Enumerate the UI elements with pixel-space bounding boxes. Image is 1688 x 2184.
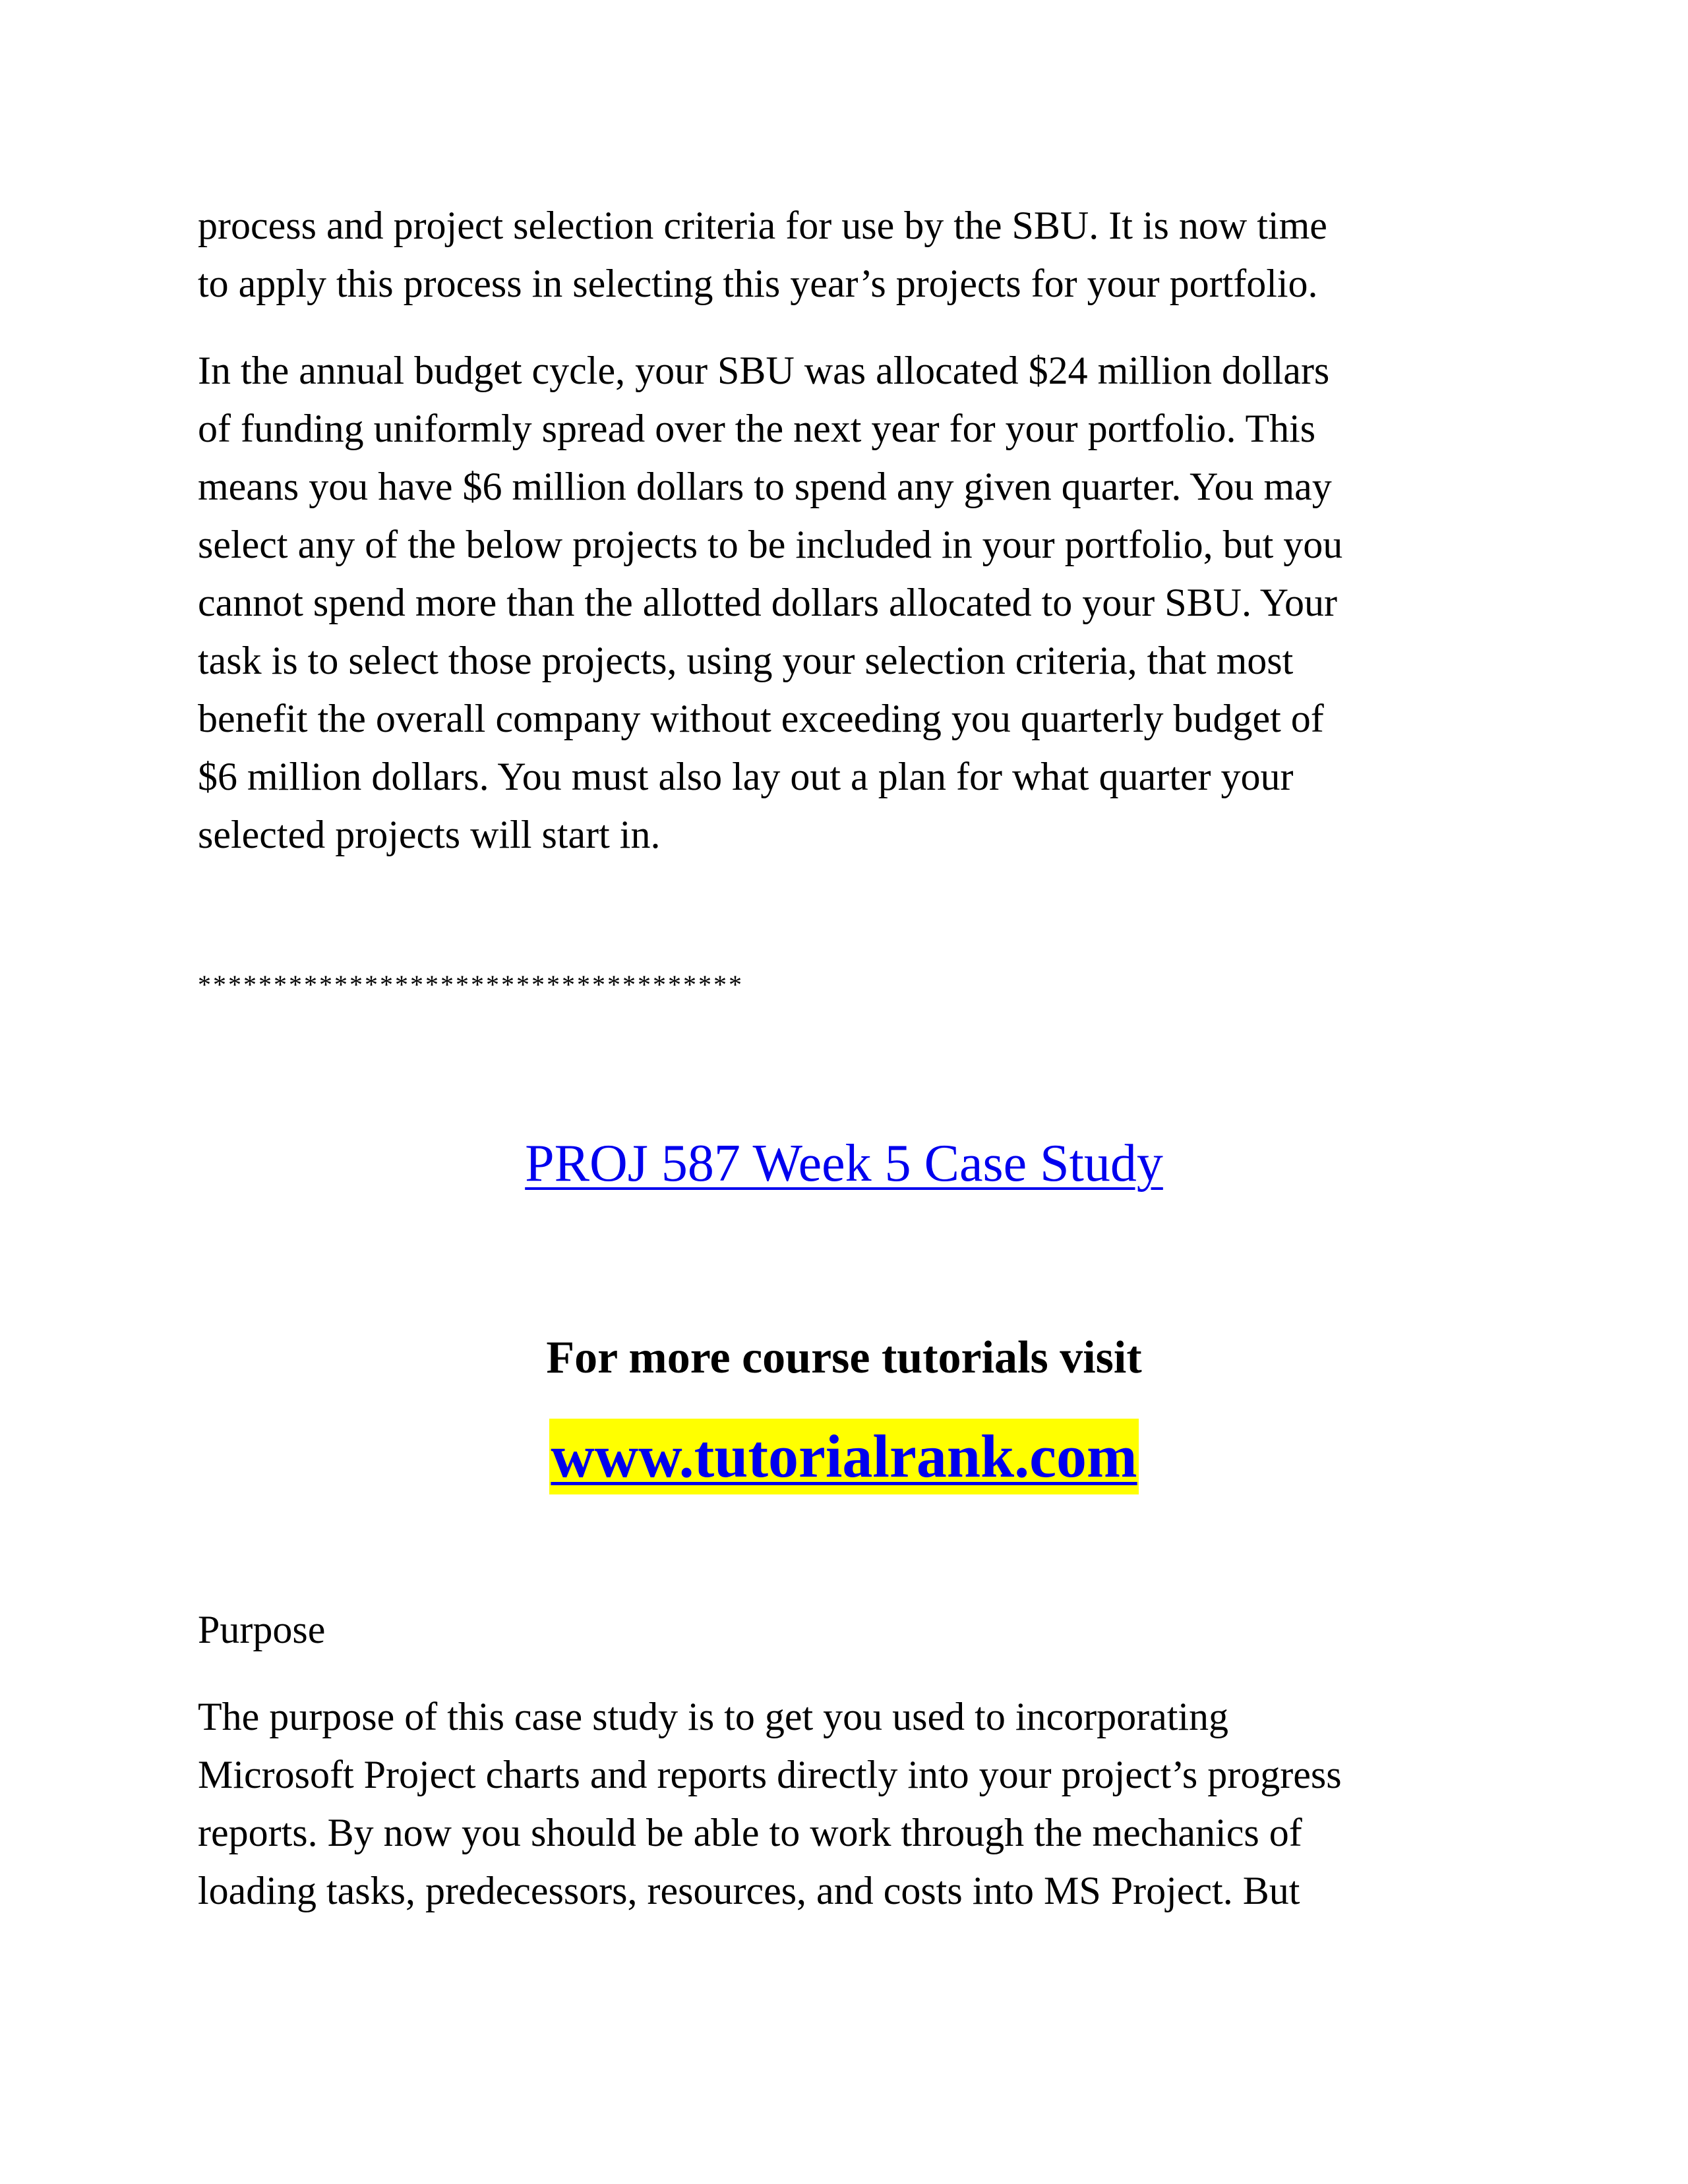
paragraph-line: select any of the below projects to be included in your portfolio, but you — [198, 523, 1343, 566]
course-title-heading — [0, 1131, 1688, 1196]
paragraph-line: Microsoft Project charts and reports directly into your project’s progress — [198, 1753, 1342, 1796]
paragraph-line: to apply this process in selecting this year’s projects for your portfolio. — [198, 262, 1318, 305]
paragraph-line: selected projects will start in. — [198, 813, 661, 856]
budget-paragraph — [198, 341, 1490, 864]
paragraph-line: $6 million dollars. You must also lay out a plan for what quarter your — [198, 755, 1294, 798]
paragraph-line: The purpose of this case study is to get you used to incorporating — [198, 1695, 1229, 1738]
course-title-link[interactable]: PROJ 587 Week 5 Case Study — [525, 1135, 1163, 1193]
visit-text: For more course tutorials visit — [546, 1332, 1142, 1383]
paragraph-line: means you have $6 million dollars to spend any given quarter. You may — [198, 465, 1332, 508]
paragraph-line: In the annual budget cycle, your SBU was allocated $24 million dollars — [198, 349, 1330, 392]
paragraph-line: task is to select those projects, using your selection criteria, that most — [198, 639, 1294, 682]
site-link-wrapper — [0, 1419, 1688, 1494]
paragraph-line: process and project selection criteria for use by the SBU. It is now time — [198, 204, 1327, 247]
paragraph-line: of funding uniformly spread over the next year for your portfolio. This — [198, 407, 1316, 450]
intro-paragraph — [198, 196, 1490, 312]
paragraph-line: reports. By now you should be able to work through the mechanics of — [198, 1811, 1302, 1854]
tutorialrank-link[interactable]: www.tutorialrank.com — [549, 1419, 1138, 1494]
purpose-heading: Purpose — [198, 1608, 326, 1651]
paragraph-line: benefit the overall company without exceeding you quarterly budget of — [198, 697, 1324, 740]
paragraph-line: cannot spend more than the allotted dollars allocated to your SBU. Your — [198, 581, 1338, 624]
purpose-paragraph — [198, 1688, 1490, 1920]
asterisk-separator: ************************************ — [198, 970, 744, 999]
paragraph-line: loading tasks, predecessors, resources, and costs into MS Project. But — [198, 1869, 1300, 1912]
